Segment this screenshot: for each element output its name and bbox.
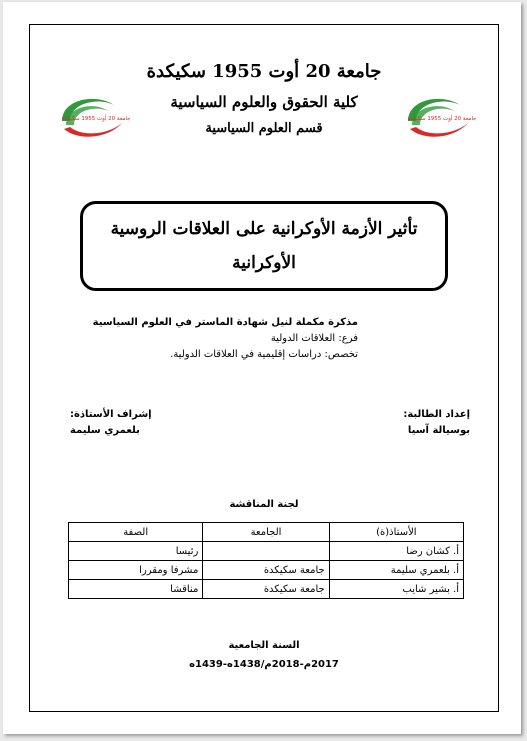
cell-role: رئيسا	[69, 542, 203, 561]
cell-university: جامعة سكيكدة	[203, 561, 329, 580]
department-name: قسم العلوم السياسية	[205, 121, 323, 136]
table-row	[69, 561, 464, 580]
memo-line-branch: فرع: العلاقات الدولية	[270, 333, 358, 344]
thesis-title-box	[80, 201, 448, 291]
table-row	[69, 580, 464, 599]
cell-role: مناقشا	[69, 580, 203, 599]
faculty-name: كلية الحقوق والعلوم السياسية	[170, 93, 358, 111]
memo-line-degree: مذكرة مكملة لنيل شهادة الماستر في العلوم السياسية	[92, 317, 358, 328]
cell-university	[203, 542, 329, 561]
logo-text: جامعة 20 أوت 1955 سكيكدة	[61, 116, 130, 122]
cell-role: مشرفا ومقررا	[69, 561, 203, 580]
student-label: إعداد الطالبة:	[403, 409, 470, 420]
cell-university: جامعة سكيكدة	[203, 580, 329, 599]
committee-title: لجنة المناقشة	[229, 499, 299, 510]
university-logo-right	[402, 91, 476, 145]
cell-professor: أ. بشير شايب	[329, 580, 463, 599]
university-name: جامعة 20 أوت 1955 سكيكدة	[146, 61, 382, 82]
header-role: الصفة	[69, 523, 203, 542]
cell-professor: أ. بلعمري سليمة	[329, 561, 463, 580]
thesis-title: تأثير الأزمة الأوكرانية على العلاقات الروسية الأوكرانية	[110, 219, 418, 273]
academic-year-value: 2017م-2018م/1438ه-1439ه	[189, 659, 339, 670]
logo-text: جامعة 20 أوت 1955 سكيكدة	[407, 116, 476, 122]
student-name: بوسيالة آسيا	[407, 425, 470, 436]
header-university: الجامعة	[203, 523, 329, 542]
cell-professor: أ. كشان رضا	[329, 542, 463, 561]
academic-year-label: السنة الجامعية	[228, 640, 300, 651]
header-professor: الأستاذ(ة)	[329, 523, 463, 542]
memo-line-specialty: تخصص: دراسات إقليمية في العلاقات الدولية.	[170, 349, 358, 360]
table-row	[69, 542, 464, 561]
committee-table	[68, 522, 464, 599]
supervisor-label: إشراف الأستاذة:	[70, 409, 152, 420]
university-logo-left	[56, 91, 130, 145]
supervisor-name: بلعمري سليمة	[70, 425, 140, 436]
table-header-row	[69, 523, 464, 542]
document-page	[3, 2, 521, 734]
page-border	[29, 24, 499, 712]
